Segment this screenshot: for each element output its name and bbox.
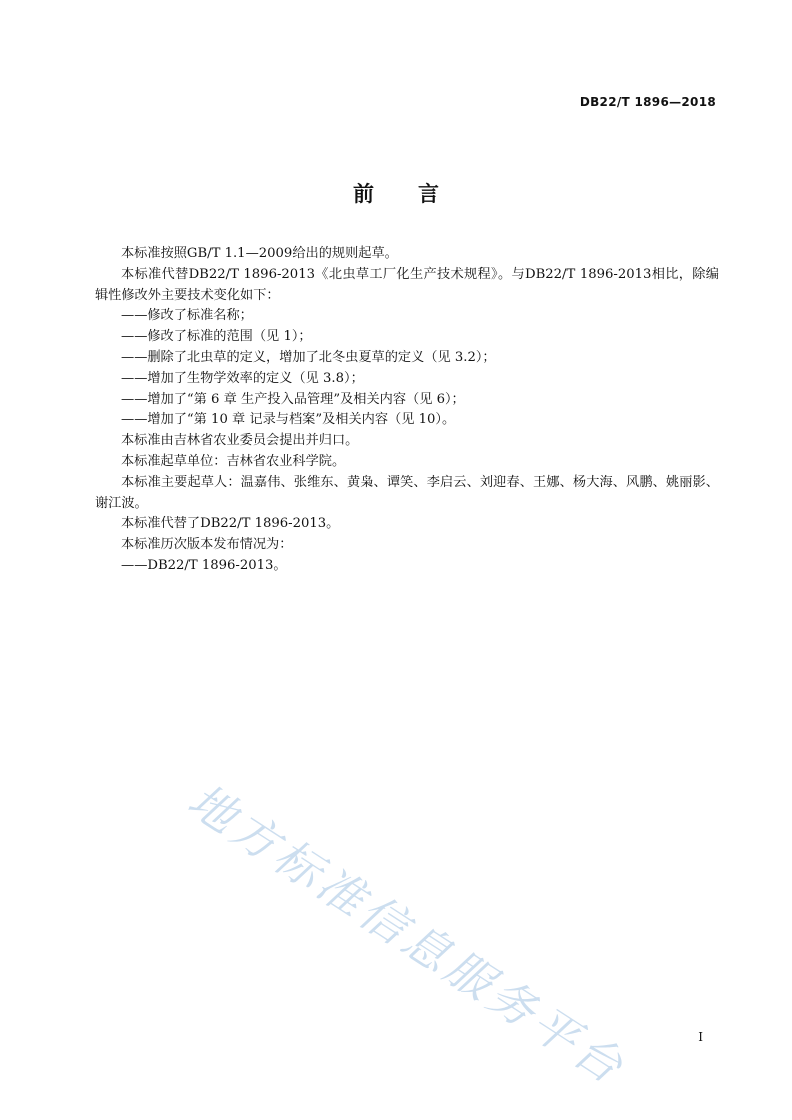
change-item: ——增加了“第 6 章 生产投入品管理”及相关内容（见 6）； bbox=[121, 391, 465, 407]
page-number: I bbox=[698, 1030, 703, 1044]
paragraph-drafters: 本标准主要起草人：温嘉伟、张维东、黄枭、谭笑、李启云、刘迎春、王娜、杨大海、风鹏、姚丽影、谢江波。 bbox=[95, 474, 719, 511]
document-code: DB22/T 1896—2018 bbox=[579, 95, 716, 109]
paragraph-proposer: 本标准由吉林省农业委员会提出并归口。 bbox=[121, 433, 359, 449]
change-item: ——增加了生物学效率的定义（见 3.8）； bbox=[121, 370, 364, 386]
change-item: ——修改了标准的范围（见 1）； bbox=[121, 329, 312, 345]
change-item: ——修改了标准名称； bbox=[121, 308, 253, 324]
paragraph-drafting-rules: 本标准按照GB/T 1.1—2009给出的规则起草。 bbox=[121, 246, 398, 261]
change-item: ——增加了“第 10 章 记录与档案”及相关内容（见 10）。 bbox=[121, 412, 456, 428]
paragraph-drafting-unit: 本标准起草单位：吉林省农业科学院。 bbox=[121, 453, 346, 469]
paragraph-replacement: 本标准代替DB22/T 1896-2013《北虫草工厂化生产技术规程》。与DB22/T 1896-2013相比，除编辑性修改外主要技术变化如下： bbox=[95, 266, 719, 303]
watermark: 地方标准信息服务平台 bbox=[178, 772, 636, 1096]
change-item: ——删除了北虫草的定义，增加了北冬虫夏草的定义（见 3.2）； bbox=[121, 349, 496, 365]
history-item: ——DB22/T 1896-2013。 bbox=[121, 557, 287, 573]
page-title bbox=[0, 178, 792, 208]
title-char-1: 前 bbox=[353, 182, 374, 206]
title-char-2: 言 bbox=[418, 182, 439, 206]
paragraph-supersedes: 本标准代替了DB22/T 1896-2013。 bbox=[121, 516, 340, 532]
foreword-body bbox=[95, 244, 719, 577]
paragraph-history-intro: 本标准历次版本发布情况为： bbox=[121, 537, 293, 553]
